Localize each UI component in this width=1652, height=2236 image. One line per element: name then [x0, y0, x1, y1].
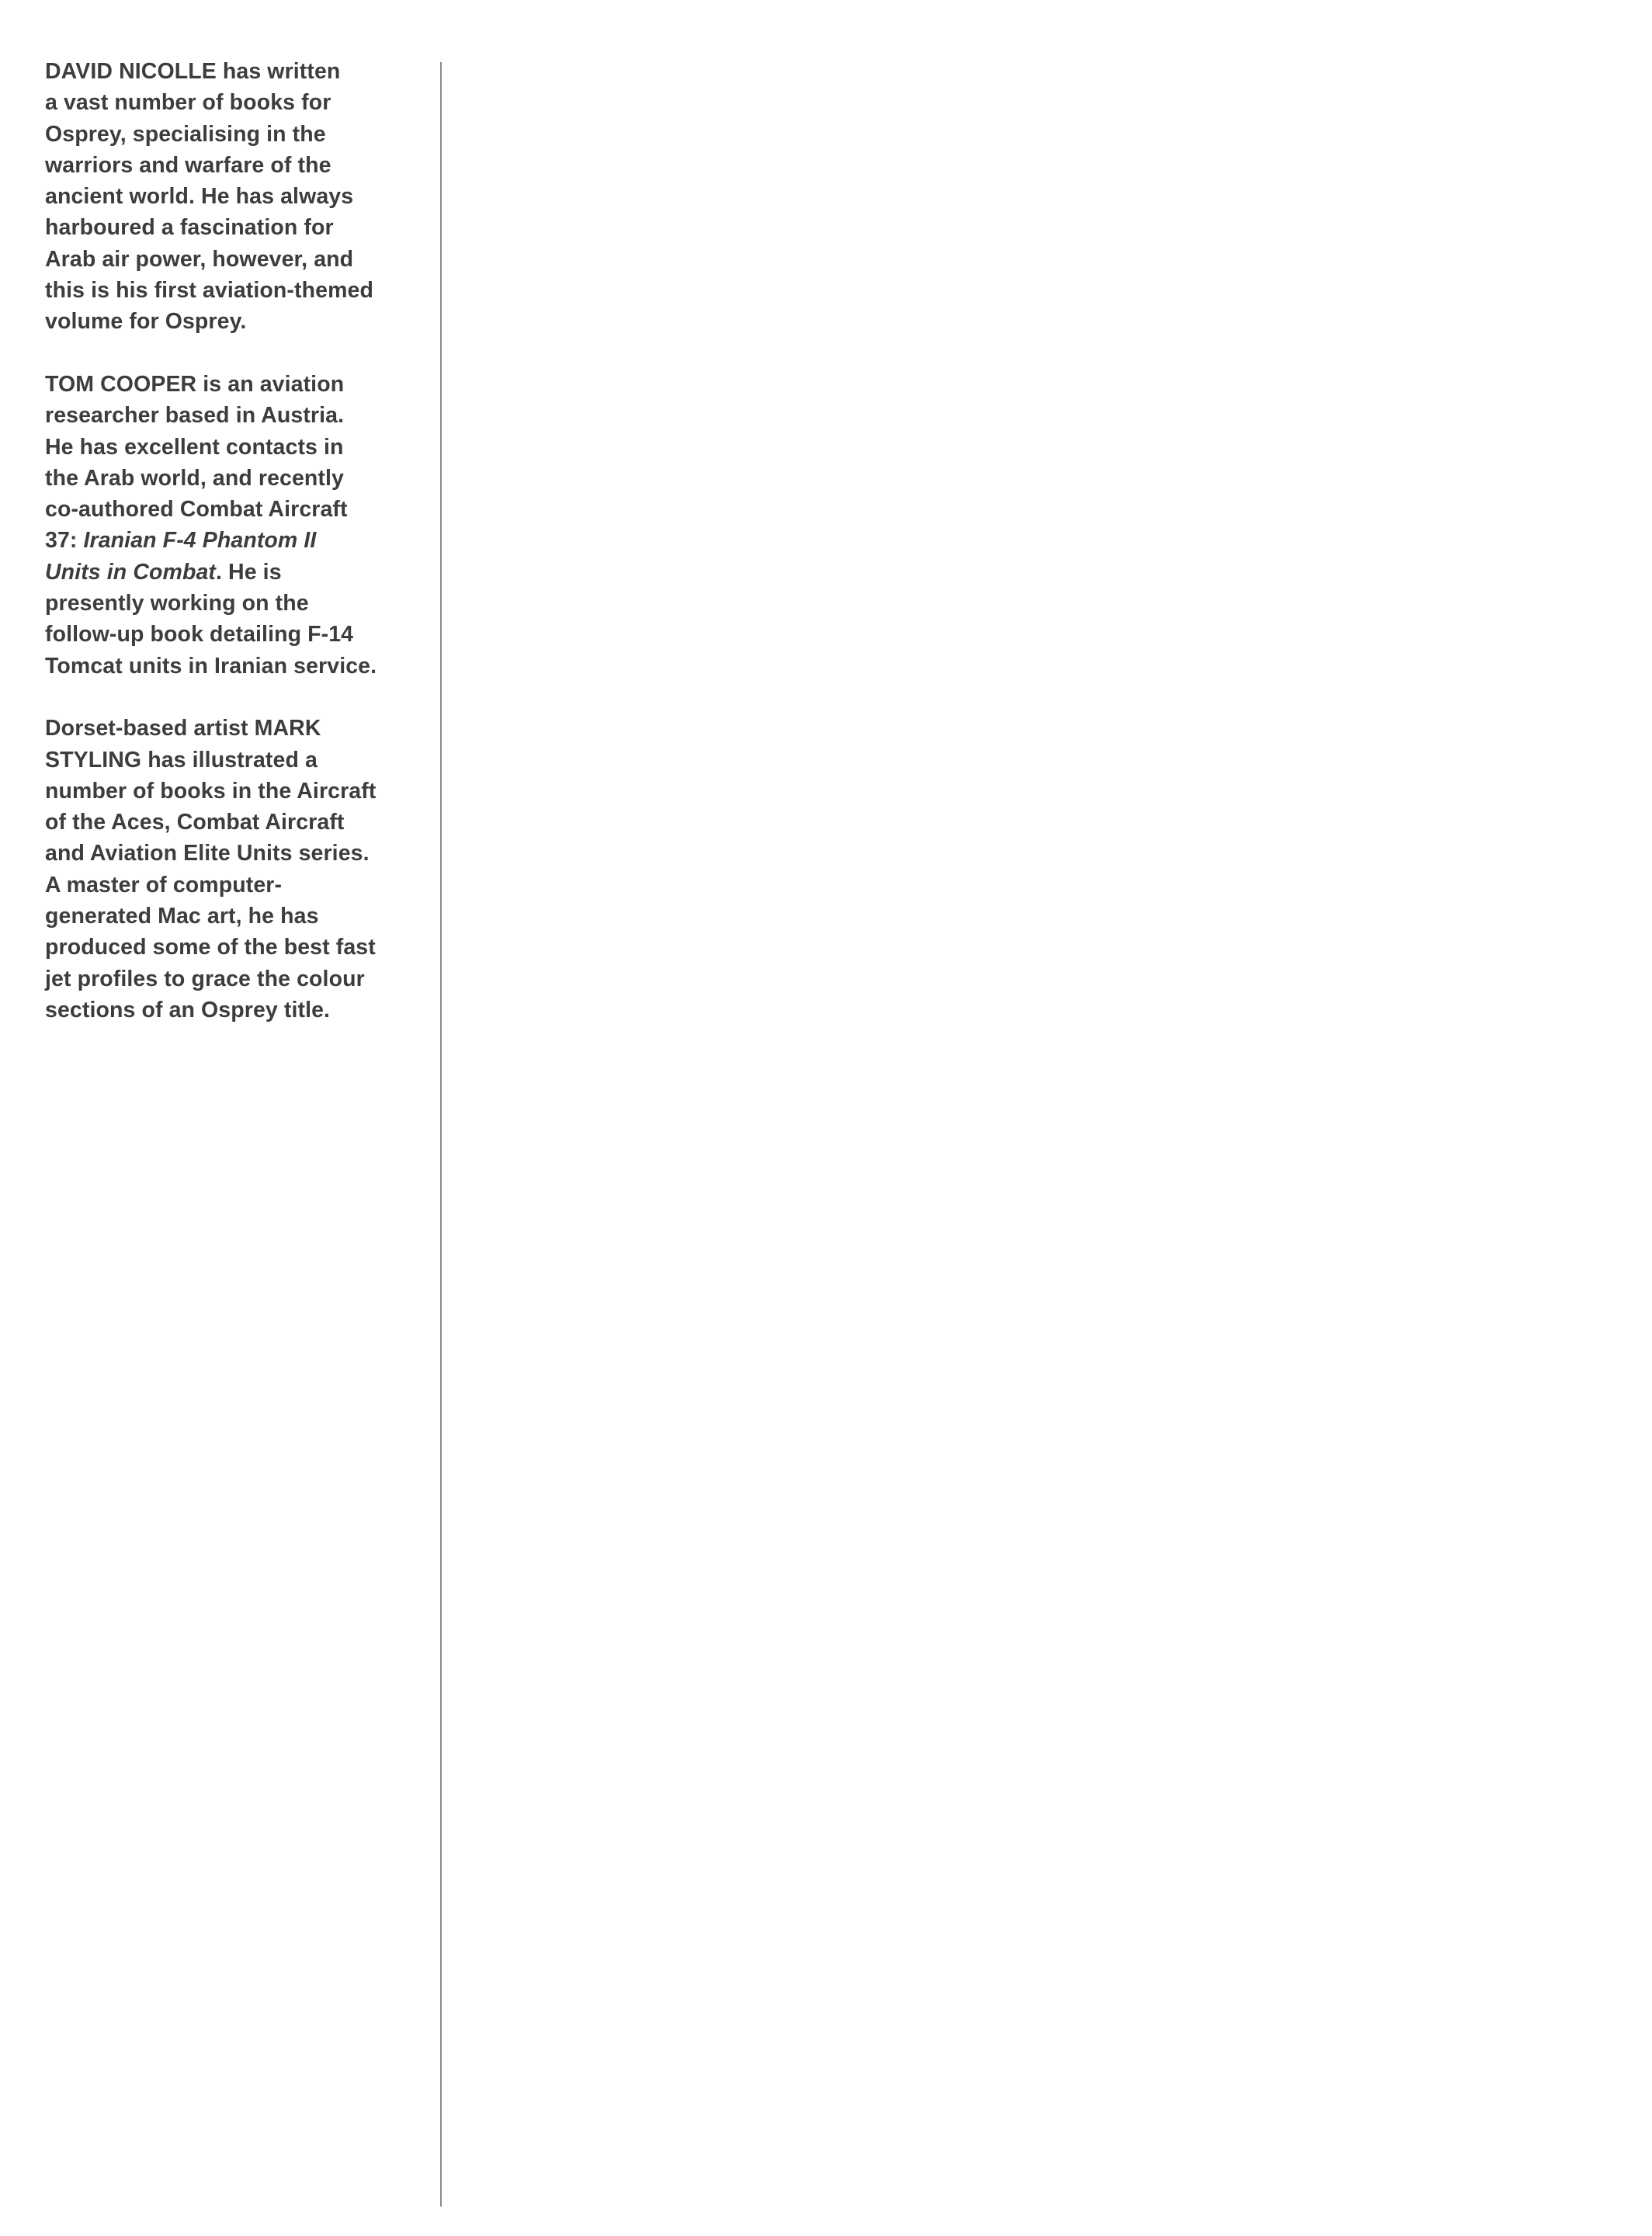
- bio-line: [45, 87, 433, 118]
- bio-text: sections of an Osprey title.: [45, 997, 331, 1023]
- vertical-divider-rule: [440, 62, 442, 2206]
- bio-line: [45, 244, 433, 275]
- bio-line: [45, 932, 433, 963]
- bio-line: [45, 119, 433, 150]
- bio-line: [45, 963, 433, 995]
- bio-text: warriors and warfare of the: [45, 152, 331, 178]
- bio-text: follow-up book detailing F-14: [45, 622, 354, 648]
- bio-line: [45, 901, 433, 932]
- bio-line: [45, 432, 433, 463]
- bio-text: He has excellent contacts in: [45, 434, 344, 460]
- bio-text: . He is: [216, 559, 282, 585]
- bio-text: Arab air power, however, and: [45, 246, 354, 272]
- bio-line: [45, 369, 433, 400]
- bio-line: [45, 651, 433, 682]
- italic-title-text: Units in Combat: [45, 559, 216, 585]
- bio-text: harboured a fascination for: [45, 215, 334, 241]
- bio-tom-cooper: [45, 369, 433, 682]
- bio-text: researcher based in Austria.: [45, 403, 345, 429]
- bio-text: DAVID NICOLLE has written: [45, 59, 341, 84]
- bio-text: generated Mac art, he has: [45, 904, 319, 929]
- bio-mark-styling: [45, 713, 433, 1026]
- bio-text: volume for Osprey.: [45, 309, 247, 335]
- bio-line: [45, 557, 433, 588]
- bio-text: 37:: [45, 528, 84, 554]
- bio-line: [45, 807, 433, 838]
- bio-text: Tomcat units in Iranian service.: [45, 653, 377, 679]
- author-bios-column: [45, 56, 433, 1057]
- bio-text: A master of computer-: [45, 872, 283, 898]
- bio-text: the Arab world, and recently: [45, 465, 344, 491]
- bio-line: [45, 275, 433, 306]
- bio-text: this is his first aviation-themed: [45, 278, 373, 304]
- bio-line: [45, 776, 433, 807]
- bio-line: [45, 588, 433, 619]
- bio-line: [45, 619, 433, 650]
- bio-text: and Aviation Elite Units series.: [45, 841, 370, 866]
- bio-text: STYLING has illustrated a: [45, 747, 318, 773]
- bio-text: Osprey, specialising in the: [45, 121, 326, 147]
- bio-line: [45, 181, 433, 212]
- bio-line: [45, 745, 433, 776]
- bio-line: [45, 995, 433, 1026]
- bio-text: ancient world. He has always: [45, 184, 354, 210]
- bio-text: number of books in the Aircraft: [45, 778, 377, 804]
- bio-line: [45, 463, 433, 494]
- bio-text: co-authored Combat Aircraft: [45, 497, 348, 523]
- bio-line: [45, 870, 433, 901]
- bio-text: Dorset-based artist MARK: [45, 716, 321, 741]
- bio-line: [45, 56, 433, 87]
- bio-david-nicolle: [45, 56, 433, 338]
- bio-text: presently working on the: [45, 591, 309, 616]
- bio-line: [45, 838, 433, 869]
- bio-text: jet profiles to grace the colour: [45, 966, 365, 991]
- bio-line: [45, 306, 433, 337]
- bio-text: TOM COOPER is an aviation: [45, 371, 345, 397]
- bio-line: [45, 212, 433, 243]
- bio-line: [45, 713, 433, 744]
- bio-line: [45, 494, 433, 525]
- bio-text: produced some of the best fast: [45, 935, 376, 960]
- bio-line: [45, 150, 433, 181]
- bio-text: of the Aces, Combat Aircraft: [45, 810, 345, 835]
- bio-text: a vast number of books for: [45, 90, 331, 116]
- bio-line: [45, 400, 433, 431]
- bio-line: [45, 525, 433, 556]
- italic-title-text: Iranian F-4 Phantom II: [83, 528, 317, 554]
